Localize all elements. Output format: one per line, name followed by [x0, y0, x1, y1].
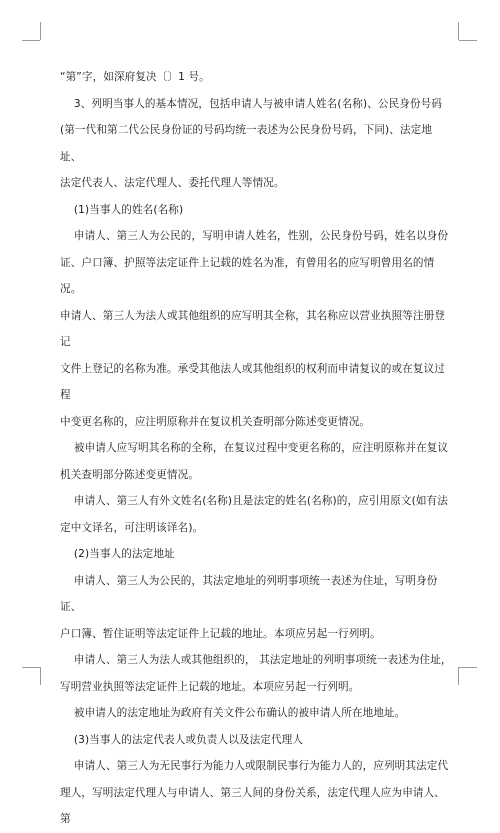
text-line: 法定代表人、法定代理人、委托代理人等情况。 [60, 177, 285, 189]
crop-mark-bottom-right-horizontal [459, 667, 477, 668]
crop-mark-bottom-left-vertical [40, 667, 41, 685]
section-heading: (2)当事人的法定地址 [60, 548, 175, 560]
text-line: 文件上登记的名称为准。承受其他法人或其他组织的权利而申请复议的或在复议过程 [60, 362, 445, 401]
text-line: 理人，写明法定代理人与申请人、第三人间的身份关系，法定代理人应为申请人、第 [60, 786, 445, 825]
text-line: 申请人、第三人有外文姓名(名称)且是法定的姓名(名称)的，应引用原文(如有法 [60, 495, 448, 507]
text-line: 申请人、第三人为公民的，其法定地址的列明事项统一表述为住址，写明身份证、 [60, 574, 438, 613]
section-heading: (3)当事人的法定代表人或负责人以及法定代理人 [60, 733, 304, 746]
text-line: 中变更名称的，应注明原称并在复议机关查明部分陈述变更情况。 [60, 415, 371, 428]
text-line: 申请人、第三人为法人或其他组织的， 其法定地址的列明事项统一表述为住址， [60, 654, 452, 666]
document-body [60, 64, 453, 833]
text-line: 定中文译名，可注明该译名)。 [60, 521, 204, 534]
text-line: “第”字，如深府复决〔〕1 号。 [60, 71, 210, 83]
text-line: 申请人、第三人为公民的，写明申请人姓名，性别，公民身份号码，姓名以身份 [60, 230, 449, 242]
text-line: (第一代和第二代公民身份证的号码均统一表述为公民身份号码，下同)、法定地址、 [60, 124, 433, 163]
text-line: 被申请人应写明其名称的全称，在复议过程中变更名称的，应注明原称并在复议 [60, 442, 449, 454]
text-line: 申请人、第三人为法人或其他组织的应写明其全称，其名称应以营业执照等注册登记 [60, 309, 445, 348]
crop-mark-top-left-vertical [40, 22, 41, 40]
crop-mark-top-right-vertical [458, 22, 459, 40]
section-heading: (1)当事人的姓名(名称) [60, 203, 184, 216]
text-line: 机关查明部分陈述变更情况。 [60, 468, 200, 481]
text-line: 被申请人的法定地址为政府有关文件公布确认的被申请人所在地地址。 [60, 707, 406, 719]
crop-mark-bottom-right-vertical [458, 667, 459, 685]
crop-mark-top-left-horizontal [22, 40, 40, 41]
crop-mark-bottom-left-horizontal [22, 667, 40, 668]
text-line: 证、户口簿、护照等法定证件上记载的姓名为准，有曾用名的应写明曾用名的情况。 [60, 256, 435, 295]
text-line: 3、列明当事人的基本情况，包括申请人与被申请人姓名(名称)、公民身份号码 [60, 97, 443, 110]
crop-mark-top-right-horizontal [459, 40, 477, 41]
text-line: 户口簿、暂住证明等法定证件上记载的地址。本项应另起一行列明。 [60, 627, 381, 640]
text-line: 申请人、第三人为无民事行为能力人或限制民事行为能力人的，应列明其法定代 [60, 760, 449, 772]
text-line: 写明营业执照等法定证件上记载的地址。本项应另起一行列明。 [60, 680, 360, 693]
